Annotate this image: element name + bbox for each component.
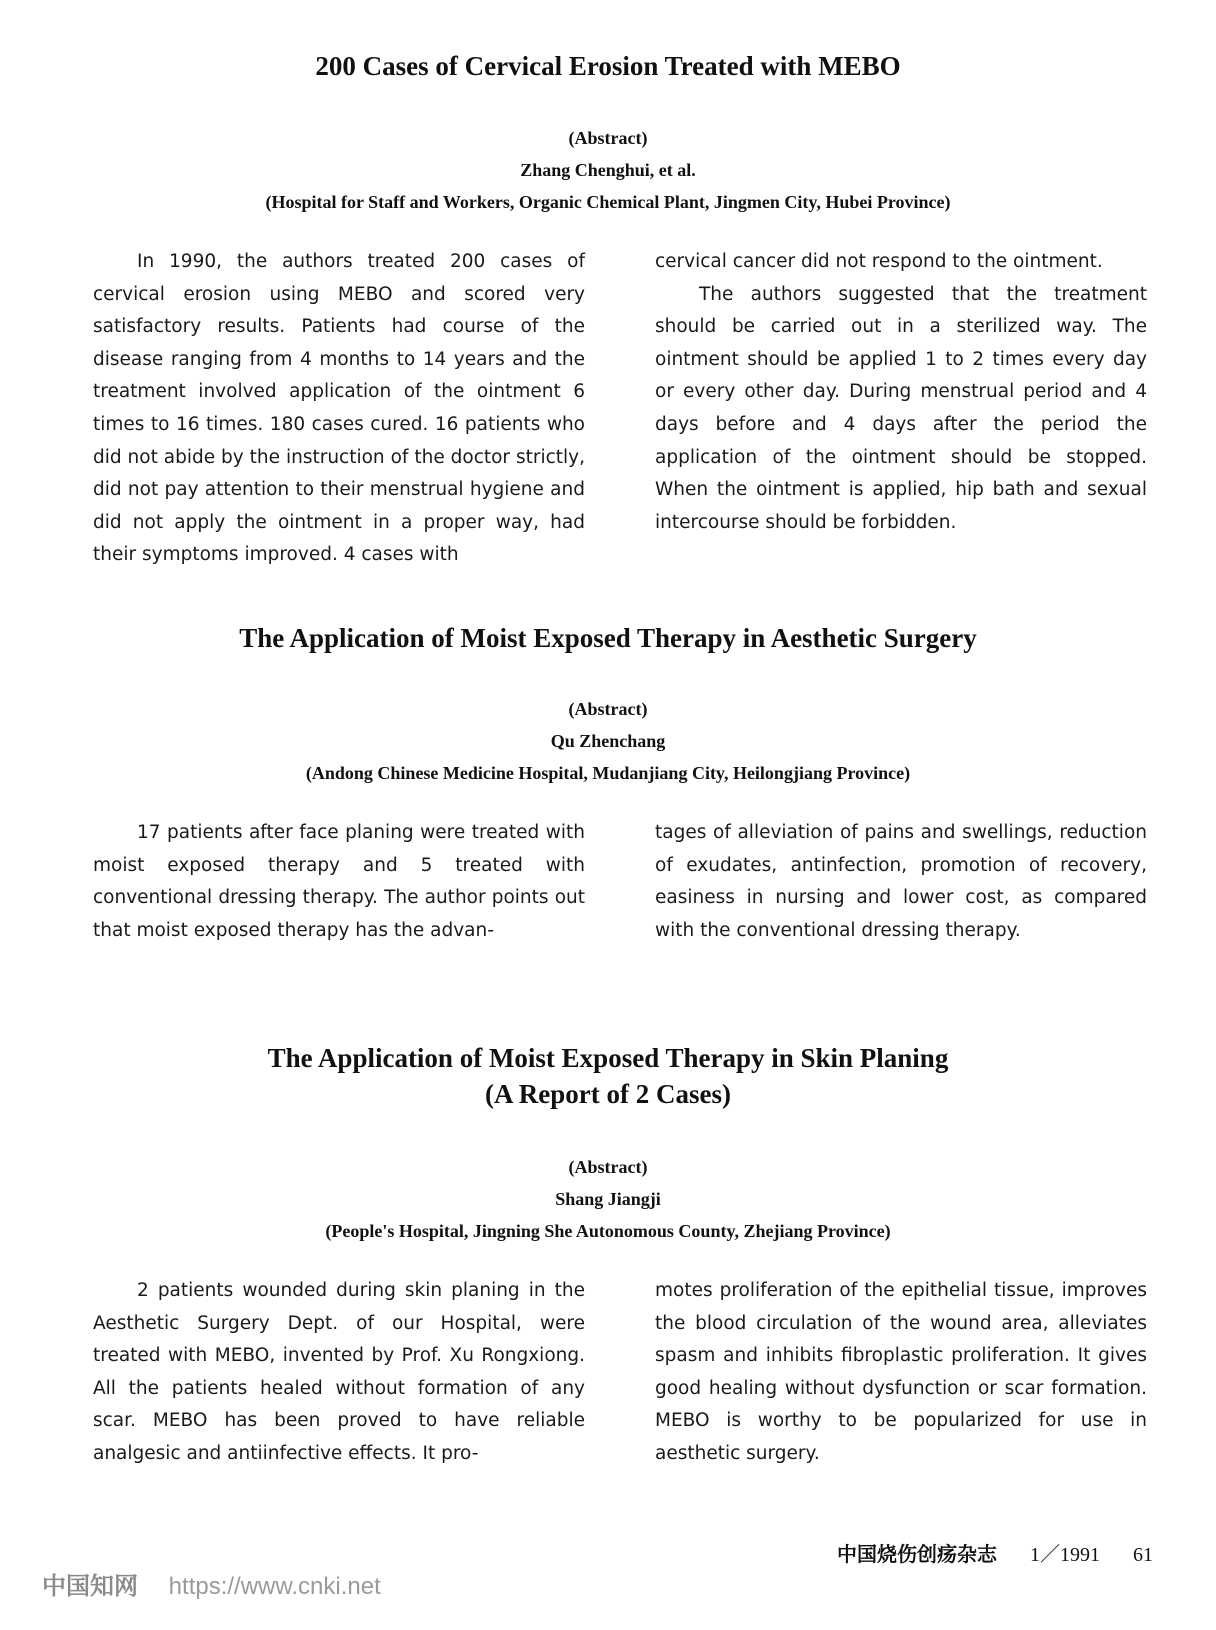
article-1-author: Zhang Chenghui, et al. [520, 160, 696, 180]
article-1-right-paragraph-2: The authors suggested that the treatment should be carried out in a sterilized way. The ointment should be applied 1 to 2 times every day or every other day. During menstrual period and 4 days before and 4 days after the period the application of the ointment should be stopped. When the ointment is applied, hip bath and sexual intercourse should be forbidden. [655, 283, 1147, 533]
article-1-right-column [655, 246, 1147, 539]
article-1-header [0, 122, 1216, 218]
article-2-abstract-label: (Abstract) [568, 699, 648, 719]
page-footer [837, 1538, 1153, 1567]
article-1-left-column: In 1990, the authors treated 200 cases of cervical erosion using MEBO and scored very satisfactory results. Patients had course of the disease ranging from 4 months to 14 years and the treatment involved application of the ointment 6 times to 16 times. 180 cases cured. 16 patients who did not abide by the instruction of the doctor strictly, did not pay attention to their menstrual hygiene and did not apply the ointment in a proper way, had their symptoms improved. 4 cases with [93, 251, 585, 566]
article-2-affiliation: (Andong Chinese Medicine Hospital, Mudanjiang City, Heilongjiang Province) [305, 763, 911, 783]
watermark-url: https://www.cnki.net [168, 1573, 381, 1600]
article-2-right-column: tages of alleviation of pains and swellings, reduction of exudates, antinfection, promotion of recovery, easiness in nursing and lower cost, as compared with the conventional dressing therapy. [655, 822, 1147, 941]
issue-number: 1／1991 [1030, 1544, 1100, 1566]
article-3-title-line-1: The Application of Moist Exposed Therapy in Skin Planing [267, 1043, 949, 1073]
article-2-title: The Application of Moist Exposed Therapy in Aesthetic Surgery [239, 623, 977, 653]
article-2-header [0, 693, 1216, 789]
article-3-right-column: motes proliferation of the epithelial tissue, improves the blood circulation of the wound area, alleviates spasm and inhibits fibroplastic proliferation. It gives good healing without dysfunction or scar formation. MEBO is worthy to be popularized for use in aesthetic surgery. [655, 1280, 1147, 1464]
article-3-abstract-label: (Abstract) [568, 1157, 648, 1177]
article-1-affiliation: (Hospital for Staff and Workers, Organic Chemical Plant, Jingmen City, Hubei Province) [265, 192, 951, 212]
article-2-left-column: 17 patients after face planing were treated with moist exposed therapy and 5 treated with conventional dressing therapy. The author points out that moist exposed therapy has the advan- [93, 822, 585, 941]
article-2-author: Qu Zhenchang [550, 731, 666, 751]
article-3-header [0, 1151, 1216, 1247]
article-3-left-column: 2 patients wounded during skin planing in the Aesthetic Surgery Dept. of our Hospital, were treated with MEBO, invented by Prof. Xu Rongxiong. All the patients healed without formation of any scar. MEBO has been proved to have reliable analgesic and antiinfective effects. It pro- [93, 1280, 585, 1464]
watermark-site-name: 中国知网 [42, 1573, 138, 1600]
article-3-author: Shang Jiangji [555, 1189, 661, 1209]
article-3-title-line-2: (A Report of 2 Cases) [485, 1079, 731, 1109]
page-number: 61 [1133, 1544, 1153, 1566]
cnki-watermark [42, 1566, 405, 1601]
article-3-affiliation: (People's Hospital, Jingning She Autonomous County, Zhejiang Province) [325, 1221, 891, 1241]
article-1-right-paragraph-1: cervical cancer did not respond to the ointment. [655, 251, 1103, 272]
article-1-title: 200 Cases of Cervical Erosion Treated with MEBO [315, 51, 901, 81]
journal-name: 中国烧伤创疡杂志 [837, 1544, 997, 1566]
article-1-abstract-label: (Abstract) [568, 128, 648, 148]
